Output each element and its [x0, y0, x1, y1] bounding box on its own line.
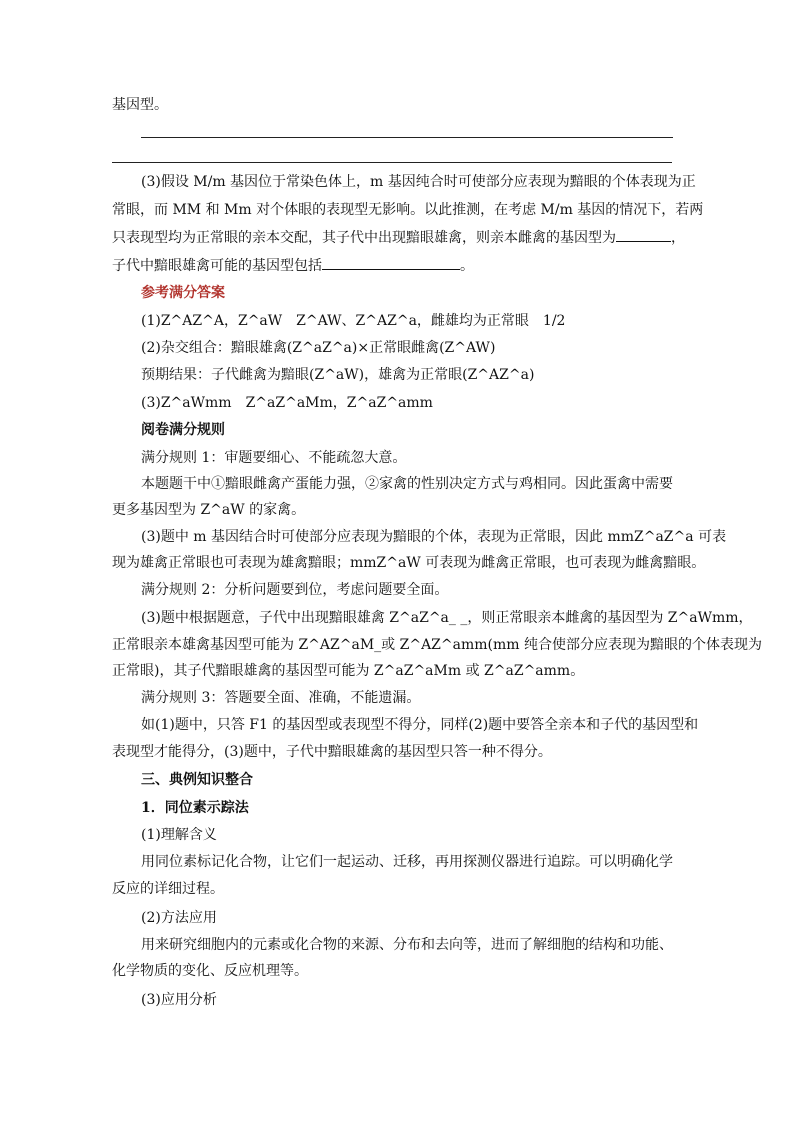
paragraph: 表现型才能得分，(3)题中，子代中黯眼雄禽的基因型只答一种不得分。 — [112, 744, 552, 760]
item-heading: (1)理解含义 — [141, 827, 217, 843]
question-3: (3)假设 M/m 基因位于常染色体上，m 基因纯合时可使部分应表现为黯眼的个体表现为正 — [141, 174, 696, 190]
answer-line-2: (2)杂交组合：黯眼雄禽(Z^aZ^a)×正常眼雌禽(Z^AW) — [141, 340, 496, 356]
item-heading: (2)方法应用 — [141, 910, 217, 926]
subsection-heading: 1．同位素示踪法 — [141, 800, 249, 816]
answer-line — [112, 162, 672, 163]
paragraph: (3)题中根据题意，子代中出现黯眼雄禽 Z^aZ^a_ _，则正常眼亲本雌禽的基因型为 Z^aWmm， — [141, 610, 753, 626]
paragraph: 本题题干中①黯眼雌禽产蛋能力强，②家禽的性别决定方式与鸡相同。因此蛋禽中需要 — [141, 476, 673, 492]
answer-line-3: 预期结果：子代雌禽为黯眼(Z^aW)，雄禽为正常眼(Z^AZ^a) — [141, 367, 535, 383]
paragraph: 更多基因型为 Z^aW 的家禽。 — [112, 502, 306, 518]
answer-heading: 参考满分答案 — [141, 285, 225, 301]
paragraph: 用同位素标记化合物，让它们一起运动、迁移，再用探测仪器进行追踪。可以明确化学 — [141, 854, 673, 870]
fill-blank — [322, 255, 460, 270]
text-line — [112, 95, 168, 115]
paragraph: 正常眼亲本雄禽基因型可能为 Z^AZ^aM_或 Z^AZ^amm(mm 纯合使部分应表现为黯眼的个体表现为 — [112, 637, 762, 653]
answer-line — [141, 137, 673, 138]
paragraph: 现为雄禽正常眼也可表现为雄禽黯眼；mmZ^aW 可表现为雌禽正常眼，也可表现为雌禽黯眼。 — [112, 555, 706, 571]
paragraph: 反应的详细过程。 — [112, 881, 224, 897]
item-heading: (3)应用分析 — [141, 992, 217, 1008]
fill-blank — [616, 227, 671, 242]
section-heading: 三、典例知识整合 — [141, 772, 253, 788]
question-3: 子代中黯眼雄禽可能的基因型包括 。 — [112, 255, 474, 276]
answer-line-1: (1)Z^AZ^A，Z^aW Z^AW、Z^AZ^a，雌雄均为正常眼 1/2 — [141, 313, 566, 329]
answer-line-4: (3)Z^aWmm Z^aZ^aMm，Z^aZ^amm — [141, 395, 433, 411]
rule-3: 满分规则 3：答题要全面、准确，不能遗漏。 — [141, 690, 421, 706]
question-3: 常眼，而 MM 和 Mm 对个体眼的表现型无影响。以此推测，在考虑 M/m 基因的情况下，若两 — [112, 202, 704, 218]
paragraph: 化学物质的变化、反应机理等。 — [112, 963, 308, 979]
paragraph: 正常眼)，其子代黯眼雄禽的基因型可能为 Z^aZ^aMm 或 Z^aZ^amm。 — [112, 663, 585, 679]
rule-2: 满分规则 2：分析问题要到位，考虑问题要全面。 — [141, 582, 449, 598]
paragraph: (3)题中 m 基因结合时可使部分应表现为黯眼的个体，表现为正常眼，因此 mmZ^aZ^a 可表 — [141, 529, 727, 545]
paragraph: 如(1)题中，只答 F1 的基因型或表现型不得分，同样(2)题中要答全亲本和子代的基因型和 — [141, 717, 699, 733]
paragraph: 用来研究细胞内的元素或化合物的来源、分布和去向等，进而了解细胞的结构和功能、 — [141, 937, 673, 953]
rule-1: 满分规则 1：审题要细心、不能疏忽大意。 — [141, 450, 407, 466]
question-3: 只表现型均为正常眼的亲本交配，其子代中出现黯眼雄禽，则亲本雌禽的基因型为 ， — [112, 227, 685, 248]
rules-heading: 阅卷满分规则 — [141, 422, 225, 438]
text: 基因型。 — [112, 97, 168, 113]
